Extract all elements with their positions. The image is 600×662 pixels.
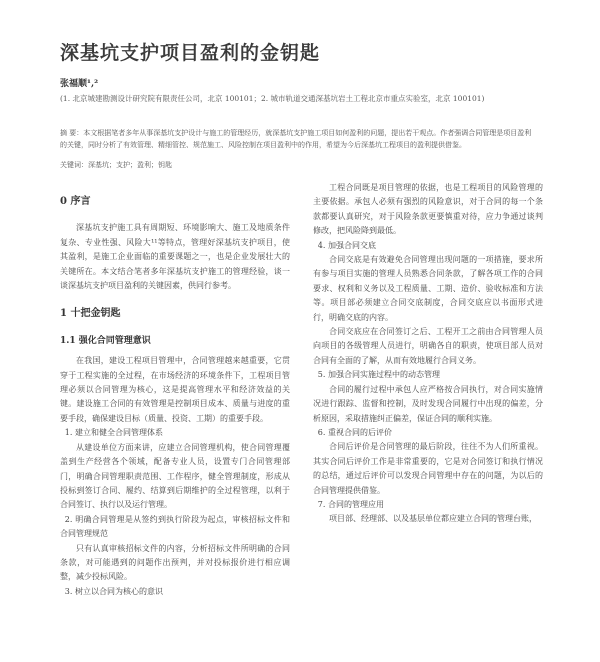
affiliation: (1. 北京城建勘测设计研究院有限责任公司，北京 100101；2. 城市轨道交通深基坑岩土工程北京市重点实验室，北京 100101): [60, 94, 485, 103]
right-column: [313, 181, 543, 527]
list-item: 6. 重视合同的后评价: [317, 427, 392, 437]
list-item: 1. 建立和健全合同管理体系: [64, 428, 163, 438]
list-item: 7. 合同的管理应用: [317, 499, 384, 509]
list-item: 4. 加强合同交底: [317, 240, 376, 250]
list-item: 2. 明确合同管理是从签约到执行阶段为起点，审核招标文件和合同管理规范: [60, 514, 290, 539]
body-paragraph: 合同交底是有效避免合同管理出现问题的一项措施，要求所有参与项目实施的管理人员熟悉合同条款，了解各项工作的合同要求、权利和义务以及工程质量、工期、造价、验收标准和方法等。项目部必须建立合同交底制度，合同交底应以书面形式进行，明确交底的内容。: [313, 255, 543, 322]
body-paragraph: 从建设单位方面来讲，应建立合同管理机构，使合同管理覆盖到生产经营各个领域，配备专业人员，设置专门合同管理部门，明确合同管理职责范围、工作程序，健全管理制度，形成从投标到签订合同、履约、结算到后期维护的全过程管理，以利于合同签订、执行以及运行管理。: [60, 442, 290, 510]
section-1-heading: 1 十把金钥匙: [60, 308, 121, 320]
intro-paragraph: 深基坑支护施工具有周期短、环境影响大、施工及地质条件复杂、专业性强、风险大¹¹等特点，管理好深基坑支护项目，使其盈利，是施工企业面临的重要课题之一，也是企业发展壮大的关键所在。本文结合笔者多年深基坑支护施工的管理经验，谈一谈深基坑支护项目盈利的关键因素，供同行参考。: [60, 223, 290, 291]
list-item: 3. 树立以合同为核心的意识: [64, 586, 163, 596]
body-paragraph: 合同的履行过程中承包人应严格按合同执行，对合同实施情况进行跟踪、监督和控制，及时发现合同履行中出现的偏差，分析原因，采取措施纠正偏差，保证合同的顺利实施。: [313, 384, 543, 423]
section-0-heading: 0 序言: [60, 196, 91, 207]
list-item: 5. 加强合同实施过程中的动态管理: [317, 370, 440, 380]
left-column: [60, 181, 290, 599]
paper-title: 深基坑支护项目盈利的金钥匙: [60, 42, 321, 64]
abstract: 摘 要：本文根据笔者多年从事深基坑支护设计与施工的管理经历，就深基坑支护施工项目如何盈利的问题，提出若干观点。作者强调合同管理是项目盈利的关键，同时分析了有效管理、精细管控、规范施工、风险控制在项目盈利中的作用，希望为今后深基坑工程项目的盈利提供借鉴。: [60, 129, 532, 149]
body-paragraph: 合同交底应在合同签订之后、工程开工之前由合同管理人员向项目的各级管理人员进行，明确各自的职责，使项目部人员对合同有全面的了解，从而有效地履行合同义务。: [313, 327, 543, 365]
body-paragraph: 项目部、经理部、以及基层单位都应建立合同的管理台账，: [329, 514, 537, 524]
body-paragraph: 工程合同既是项目管理的依据，也是工程项目的风险管理的主要依据。承包人必须有强烈的风险意识，对于合同的每一个条款都要认真研究，对于风险条款更要慎重对待，应力争通过谈判修改，把风险降到最低。: [313, 183, 543, 236]
body-paragraph: 合同后评价是合同管理的最后阶段，往往不为人们所重视。其实合同后评价工作是非常重要的，它是对合同签订和执行情况的总结，通过后评价可以发现合同管理中存在的问题，为以后的合同管理提供借鉴。: [313, 442, 543, 495]
author-line: 张福顺¹,²: [60, 79, 99, 89]
keywords: 关键词：深基坑；支护；盈利；钥匙: [60, 161, 172, 169]
body-paragraph: 在我国，建设工程项目管理中，合同管理越来越重要，它贯穿于工程实施的全过程，在市场经济的环境条件下，工程项目管理必须以合同管理为核心，这是提高管理水平和经济效益的关键。建设施工合同的有效管理是控制项目成本、质量与进度的重要手段，确保建设目标（质量、投资、工期）的重要手段。: [60, 356, 290, 423]
section-1-1-heading: 1.1 强化合同管理意识: [60, 335, 151, 346]
body-paragraph: 只有认真审核招标文件的内容，分析招标文件所明确的合同条款，对可能遇到的问题作出预判，并对投标报价进行相应调整，减少投标风险。: [60, 543, 290, 582]
